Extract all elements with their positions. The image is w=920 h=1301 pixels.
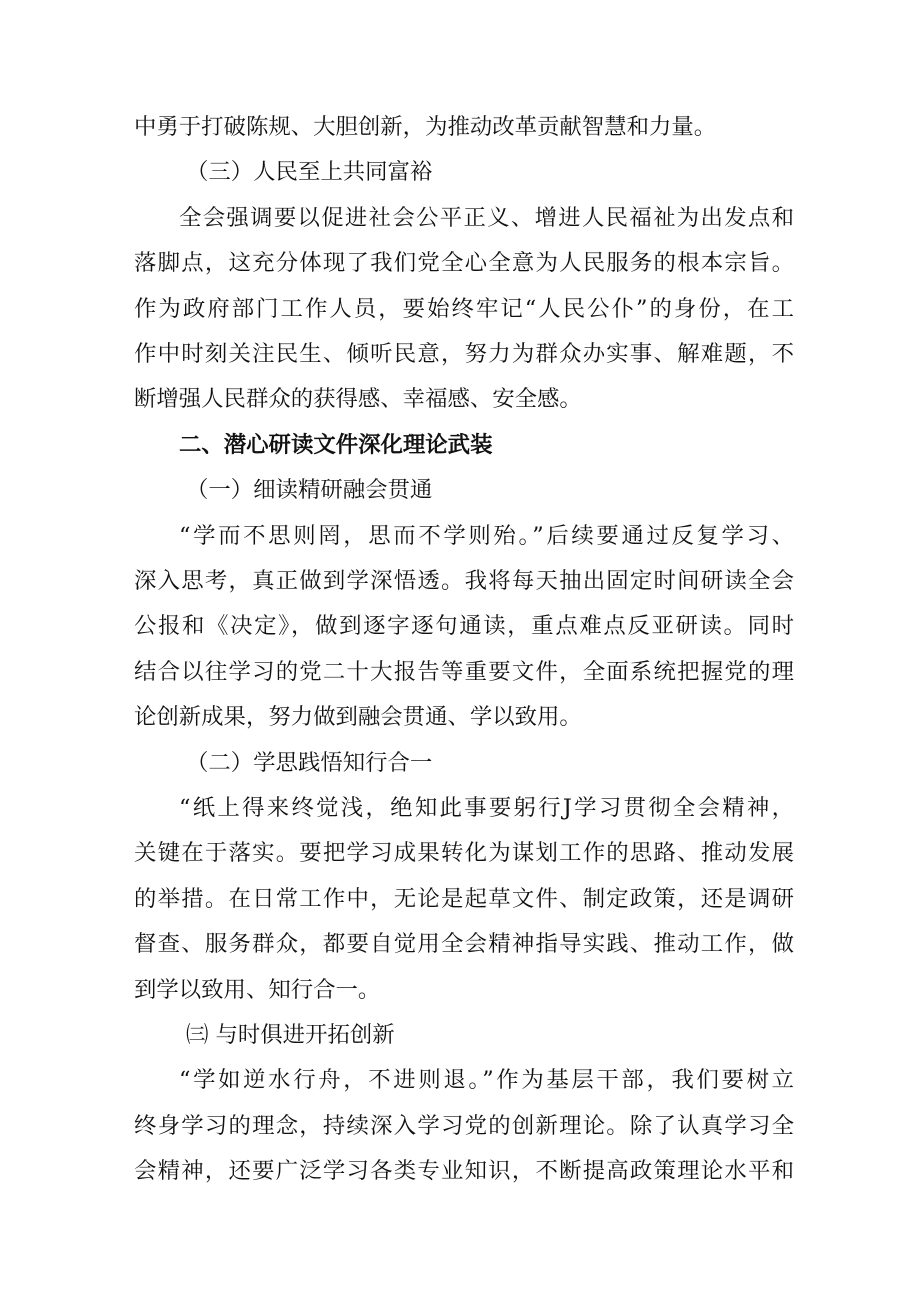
text-line: 中勇于打破陈规、大胆创新，为推动改革贡献智慧和力量。: [134, 114, 717, 140]
text-line: 公报和《决定》，做到逐字逐句通读，重点难点反亚研读。同时: [134, 613, 794, 640]
text-line: 终身学习的理念，持续深入学习党的创新理论。除了认真学习全: [134, 1112, 794, 1139]
text-line: 论创新成果，努力做到融会贯通、学以致用。: [134, 704, 582, 731]
subsection-heading: （一）细读精研融会贯通: [186, 477, 433, 504]
text-line: 关键在于落实。要把学习成果转化为谋划工作的思路、推动发展: [134, 840, 794, 867]
text-line: 全会强调要以促进社会公平正义、增进人民福祉为出发点和: [179, 204, 794, 231]
text-line: “学如逆水行舟，不进则退。”作为基层干部，我们要树立: [179, 1067, 794, 1094]
text-line: “学而不思则罔，思而不学则殆。”后续要通过反复学习、: [179, 522, 794, 549]
text-line: 作中时刻关注民生、倾听民意，努力为群众办实事、解难题，不: [134, 341, 794, 367]
text-line: 督查、服务群众，都要自觉用全会精神指导实践、推动工作，做: [134, 931, 794, 958]
text-line: 的举措。在日常工作中，无论是起草文件、制定政策，还是调研: [134, 885, 794, 912]
section-heading: 二、潜心研读文件深化理论武装: [179, 431, 493, 458]
text-line: 深入思考，真正做到学深悟透。我将每天抽出固定时间研读全会: [134, 568, 794, 594]
subsection-heading: ㈢ 与时俱进开拓创新: [186, 1022, 395, 1048]
text-line: 会精神，还要广泛学习各类专业知识，不断提高政策理论水平和: [134, 1158, 794, 1185]
text-line: 到学以致用、知行合一。: [134, 976, 381, 1003]
text-line: 作为政府部门工作人员，要始终牢记“人民公仆”的身份，在工: [134, 295, 794, 322]
text-line: “纸上得来终觉浅，绝知此事要躬行J学习贯彻全会精神，: [179, 795, 794, 821]
text-line: 落脚点，这充分体现了我们党全心全意为人民服务的根本宗旨。: [134, 250, 794, 277]
text-line: 结合以往学习的党二十大报告等重要文件，全面系统把握党的理: [134, 658, 794, 685]
text-line: 断增强人民群众的获得感、幸福感、安全感。: [134, 386, 582, 413]
subsection-heading: （三）人民至上共同富裕: [186, 159, 433, 186]
subsection-heading: （二）学思践悟知行合一: [186, 749, 433, 776]
